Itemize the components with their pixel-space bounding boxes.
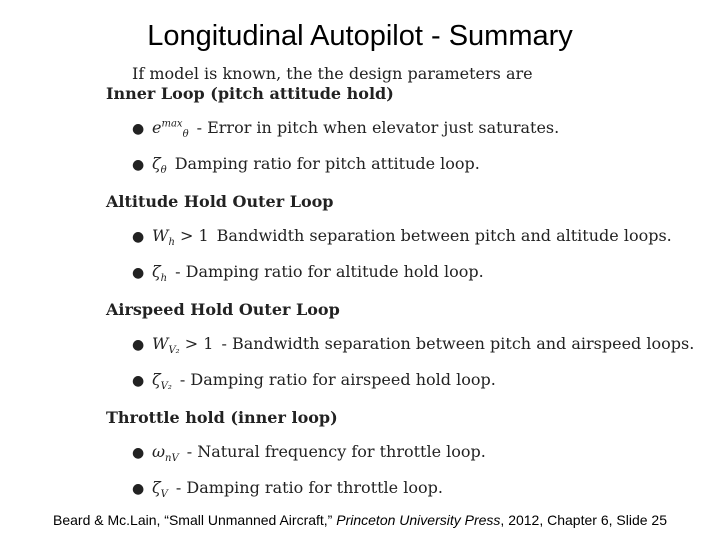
citation-rest: , 2012, Chapter 6, Slide 25 <box>500 512 667 528</box>
bullet-icon: ● <box>132 337 145 353</box>
intro-text: If model is known, the the design parameters are <box>132 64 533 83</box>
section-heading: Throttle hold (inner loop) <box>106 408 338 427</box>
parameter-symbol: $e^{max}_\theta$ <box>152 118 189 141</box>
bullet-icon: ● <box>132 229 145 245</box>
parameter-description: Bandwidth separation between pitch and altitude loops. <box>216 226 672 245</box>
citation-footer <box>0 512 720 528</box>
list-item <box>132 262 484 284</box>
parameter-symbol: $\omega_{nV}$ <box>152 442 179 465</box>
parameter-symbol: $W_{V_2} > 1$ <box>152 334 214 357</box>
bullet-icon: ● <box>132 445 145 461</box>
parameter-symbol: $\zeta_{V_2}$ <box>152 370 172 393</box>
parameter-symbol: $\zeta_\theta$ <box>152 154 167 177</box>
list-item <box>132 154 480 176</box>
parameter-description: - Natural frequency for throttle loop. <box>186 442 486 461</box>
bullet-icon: ● <box>132 121 145 137</box>
parameter-symbol: $\zeta_h$ <box>152 262 168 285</box>
section-heading: Altitude Hold Outer Loop <box>106 192 334 211</box>
list-item <box>132 226 672 248</box>
bullet-icon: ● <box>132 481 145 497</box>
bullet-icon: ● <box>132 265 145 281</box>
bullet-icon: ● <box>132 157 145 173</box>
parameter-description: - Bandwidth separation between pitch and airspeed loops. <box>221 334 695 353</box>
citation-press: Princeton University Press <box>336 512 501 528</box>
parameter-description: Damping ratio for pitch attitude loop. <box>174 154 480 173</box>
section-heading: Airspeed Hold Outer Loop <box>106 300 340 319</box>
list-item <box>132 442 486 464</box>
list-item <box>132 478 443 500</box>
bullet-icon: ● <box>132 373 145 389</box>
list-item <box>132 334 694 356</box>
parameter-symbol: $W_h > 1$ <box>152 226 209 249</box>
citation-authors: Beard & Mc.Lain, “Small Unmanned Aircraft,” <box>53 512 333 528</box>
parameter-description: - Damping ratio for airspeed hold loop. <box>179 370 496 389</box>
list-item <box>132 118 559 140</box>
list-item <box>132 370 496 392</box>
parameter-description: - Damping ratio for throttle loop. <box>175 478 443 497</box>
parameter-description: - Error in pitch when elevator just saturates. <box>196 118 560 137</box>
slide-title: Longitudinal Autopilot - Summary <box>147 20 573 52</box>
parameter-symbol: $\zeta_V$ <box>152 478 168 501</box>
parameter-description: - Damping ratio for altitude hold loop. <box>175 262 484 281</box>
section-heading: Inner Loop (pitch attitude hold) <box>106 84 394 103</box>
